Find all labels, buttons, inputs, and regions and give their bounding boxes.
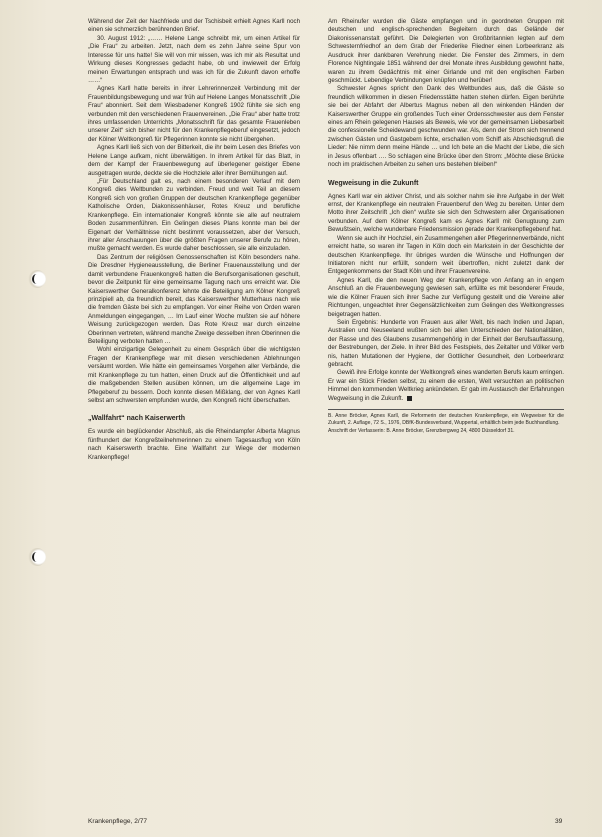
paragraph: Wohl einzigartige Gelegenheit zu einem Gespräch über die wichtigsten Fragen der Krankenpflege war mit diesen verschiedenen Ablehnungen versäumt worden. Wie hätte ein gemeinsames Vorgehen aller Verbände, die mit Krankenpflege zu tun hatten, einen Druck auf die Öffentlichkeit und auf die maßgebenden Stellen ausüben können, um die allgemeine Lage im Pflegeberuf zu bessern. Doch konnte diesen Mißklang, der von Agnes Karll selbst am schwersten empfunden wurde, den Kongreß nicht überschatten. [88,346,300,404]
paragraph: Wenn sie auch ihr Hochziel, ein Zusammengehen aller Pflegerinnenverbände, nicht erreicht hatte, so waren ihr Tagen in Köln doch ein Markstein in der Geschichte der deutschen Krankenpflege. Ihr übriges wurden die Wünsche und Hoffnungen der Initiatoren nicht nur erfüllt, sondern weit übertroffen, nicht zuletzt dank der Entgegenkommens der Stadt Köln und ihrer Frauenvereine. [328,234,564,276]
section-heading: Wegweisung in die Zukunft [328,179,419,187]
paragraph: 30. August 1912: „…… Helene Lange schreibt mir, um einen Artikel für „Die Frau“ zu arbeiten. Jetzt, nach dem es zehn Jahre seine Spur von Interesse für uns hatte! Sie will von mir wissen, was ich mir als Resultat und Wirkung dieses Kongresses gedacht habe, ob und inwieweit der Erfolg meinen Erwartungen entsprach und was ich für die Zukunft davon erhoffe ……“ [88,34,300,84]
paragraph-text: Gewiß ihre Erfolge konnte der Weltkongreß eines wanderten Berufs kaum erringen. Er war ein Stück Frieden selbst, zu einem die ersten, Welt versuchten an politischen Himmel den kommenden Weltkrieg ankündeten. Er gab im Austausch der Erfahrungen Wegweisung in die Zukunft. [328,369,564,402]
paragraph: Sein Ergebnis: Hunderte von Frauen aus aller Welt, bis nach Indien und Japan, Australien und Neuseeland wußten sich bei allen Unterschieden der Nationalitäten, der Rasse und des Glaubens zusammengehörig in der Einheit der Berufsauffassung, der Bestrebungen, der Ziele. In ihrer Bild des Festspiels, des Zeitalter und Völker verb nis, hatten Mutationen der Hygiene, der Gottlicher Gesundheit, den Lorbeerkranz gebracht. [328,318,564,369]
end-of-article-mark [407,396,412,401]
section-heading: „Wallfahrt“ nach Kaiserwerth [88,415,185,423]
author-address: Anschrift der Verfasserin: B. Anne Bröcker, Grenzbergweg 24, 4800 Düsseldorf 31. [328,428,515,435]
paragraph: Am Rheinufer wurden die Gäste empfangen und in geordneten Gruppen mit deutschen und englisch-sprechenden Begleitern durch das Gelände der Diakonissenanstalt geführt. Die Delegierten von Großbritannien legten auf dem Schwesternfriedhof an dem Grab der Friederike Fliedner einen Lorbeerkranz als Ausdruck ihrer dankbaren Verehrung nieder. Die Fenster des Zimmers, in dem Florence Nightingale 1851 während der drei Monate ihres Ausbildung gewohnt hatte, waren zu ihrem Gedächtnis mit einer Girlande und mit den englischen Farben geschmückt. Lebendige Verbindungen knüpfen und herüber! [328,18,564,84]
paragraph: Das Zentrum der religiösen Genossenschaften ist Köln besonders nahe. Die Dresdner Hygieneausstellung, die Berliner Frauenausstellung und der damit verbundene Frauenkongreß hatten die Berufsorganisationen geschult, bevor die Zeitpunkt für eine gemeinsame Tagung nach uns erreicht war. Die Kaiserswerther Generalkonferenz lehnte die Beteiligung am Kölner Kongreß prinzipiell ab, da freundlich bereit, das Kaiserswerther Mutterhaus nach wie die fremden Gäste bei sich zu empfangen. Vor einer Reihe von Orden waren Anmeldungen eingegangen, … Im Lauf einer Woche mußten sie auf höhere Weisung zurückgezogen werden. Das Rote Kreuz war durch einzelne Oberinnen vertreten, während manche Zweige desselben ihren Oberinnen die Beteiligung verboten hatten … [88,253,300,346]
paragraph [328,369,564,403]
paragraph: Schwester Agnes spricht den Dank des Weltbundes aus, daß die Gäste so freundlich willkommen in diesen Friedensstätte hatten stehen dürfen. Eigen berührte sie bei der Abfahrt der Albertus Magnus neben all den winkenden Händen der Kaiserswerther Gruppe ein großendes Tuch einer Ordensschwester aus dem Fenster eines am Rhein gelegenen Hauses als Beweis, wie vor der gemeinsamen Liebesarbeit die confessionelle Scheidewand geschwunden war. Als, denn der Strom sich trennend zwischen Gästen und Gastgebern lichte, erschallen vom Schiff als Abschiedsgruß die Lieder: Nie nimm denn meine Hände … und Ich bete an die Macht der Liebe, die sich in Jesus offenbart …. So schlagen eine Brücke über den Strom: „Möchte diese Brücke noch im praktischen Arbeiten zu sehen uns bestehen bleiben!“ [328,85,564,169]
paragraph: Agnes Karll ließ sich von der Bitterkeit, die ihr beim Lesen des Briefes von Helene Lange aufkam, nicht überwältigen. In ihrem Artikel für das Blatt, in dem der Kampf der Frauenbewegung auf überlegener geistiger Ebene ausgetragen wurde, deckte sie die Hochziele aller ihrer Bemühungen auf. [88,144,300,177]
footnote: B. Anne Bröcker, Agnes Karll, die Reformerin der deutschen Krankenpflege, ein Wegweiser für die Zukunft, 2. Auflage, 72 S., 1976, DBfK-Bundesverband, Wuppertal, erhältlich beim jede Buchhandlung. [328,413,564,426]
punch-hole [28,270,46,288]
paragraph: Agnes Karll war ein aktiver Christ, und als solcher nahm sie ihre Aufgabe in der Welt ernst, der Krankenpflege ein neutralen Frauenberuf den Weg zu bereiten. Unter dem Motto ihrer Zeitschrift „Ich dien“ wußte sie sich den Schwestern aller Organisationen verbunden. Auf dem Kölner Kongreß kam es Agnes Karll mit Genugtuung zum Bewußtsein, welche wunderbare Friedensmission gerade der Krankenpflegeberuf hat. [328,192,564,234]
paragraph: Es wurde ein beglückender Abschluß, als die Rheindampfer Alberta Magnus fünfhundert der Kongreßteilnehmerinnen zu einem Tagesausflug von Köln nach Kaiserswerth brachte. Eine Wallfahrt zur Wiege der modernen Krankenpflege! [88,428,300,461]
footnotes [328,409,564,435]
paragraph: „Für Deutschland galt es, nach einem besonderen Verlauf mit dem Kongreß dies Weltbunden zu verbinden. Freud und weit Teil an diesem Kongreß sich von großen Gruppen der deutschen Krankenpflege gegenüber Katholische Orden, Diakonissenhäuser, Rotes Kreuz und berufliche Krankenpflege. Ein internationaler Kongreß könnte sie alle auf neutralem Boden zusammenführen. Ein Gelingen dieses Plans konnte man bei der Eigenart der Verhältnisse nicht bestimmt voraussetzen, aber der Versuch, ihrer aller Anschauungen über die größten Fragen unserer Berufe zu hören, mußte gemacht werden. Es wurde daher beschlossen, sie alle einzuladen. [88,178,300,253]
paragraph: Agnes Karll, die den neuen Weg der Krankenpflege von Anfang an in engem Anschluß an die Frauenbewegung gewiesen sah, erfüllte es mit besonderer Freude, wie die Kölner Frauen sich ihrer Sache zur Verfügung gestellt und die Vereine aller Richtungen, ungeachtet ihrer Gegensätzlichkeiten zum Gelingen des Weltkongresses beigetragen hatten. [328,276,564,318]
paragraph: Während der Zeit der Nachfriede und der Tschisbeit erhielt Agnes Karll noch einen sie schmerzlich berührenden Brief. [88,18,300,34]
journal-issue: Krankenpflege, 2/77 [88,818,148,825]
punch-hole [28,548,46,566]
paragraph: Agnes Karll hatte bereits in ihrer Lehrerinnenzeit Verbindung mit der Frauenbildungsbewegung und war früh auf Helene Langes Monatsschrift „Die Frau“ abonniert. Seit dem Wiesbadener Kongreß 1902 fühlte sie sich eng verbunden mit den verschiedenen Frauenvereinen. „Die Frau“ aber hatte trotz ihres umfassenden Unterrichts „Monatsschrift für das gesamte Frauenleben unserer Zeit“ sich bisher nicht für den Krankenpflegeberuf eingesetzt, jedoch der Kölner Weltkongreß für Pflegerinnen konnte sie nicht übergehen. [88,85,300,143]
right-column [328,18,564,437]
left-column [88,18,300,462]
page-number: 39 [555,818,563,825]
